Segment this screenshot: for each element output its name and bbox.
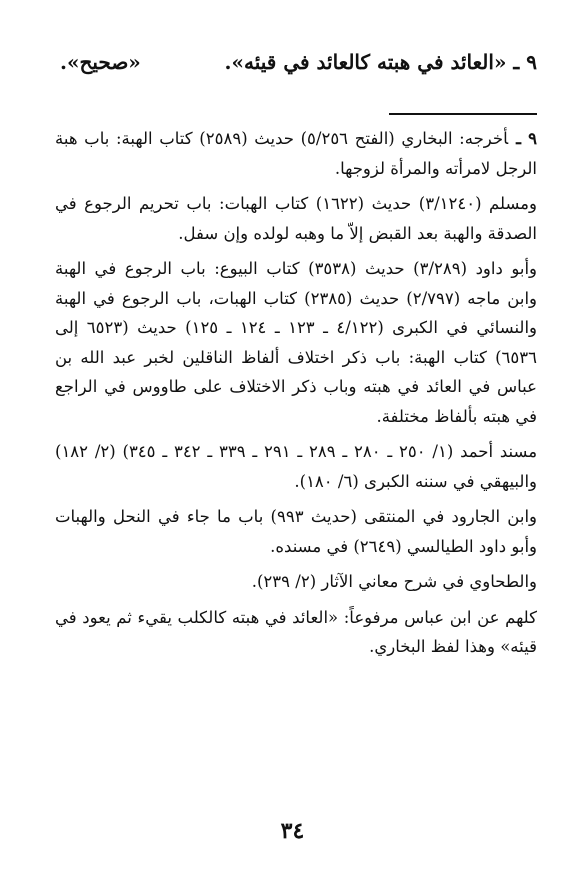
footnote-paragraph: مسند أحمد (١/ ٢٥٠ ـ ٢٨٠ ـ ٢٨٩ ـ ٢٩١ ـ ٣٣٩ ـ ٣٤٢ ـ ٣٤٥) (٢/ ١٨٢) والبيهقي في سننه الكبرى (٦/ ١٨٠). — [55, 442, 538, 491]
footnote-paragraph — [55, 124, 537, 183]
footnote-paragraph: وأبو داود (٣/٢٨٩) حديث (٣٥٣٨) كتاب البيوع: باب الرجوع في الهبة وابن ماجه (٢/٧٩٧) حديث (٢٣٨٥) كتاب الهبات، باب الرجوع في الهبة والنسائي في الكبرى (٤/١٢٢ ـ ١٢٣ ـ ١٢٤ ـ ١٢٥) حديث (٦٥٢٣ إلى ٦٥٣٦) كتاب الهبة: باب ذكر اختلاف ألفاظ الناقلين لخبر عبد الله بن عباس في العائد في هبته وباب ذكر الاختلاف على طاووس في الراجع في هبته بألفاظ مختلفة. — [55, 259, 538, 426]
footnote-paragraph: والطحاوي في شرح معاني الآثار (٢/ ٢٣٩). — [251, 572, 537, 591]
footnote-text: أخرجه: البخاري (الفتح ٥/٢٥٦) حديث (٢٥٨٩) كتاب الهبة: باب هبة الرجل لامرأته والمرأة لزوجها. — [55, 129, 537, 178]
hadith-header — [60, 50, 537, 74]
page-number: ٣٤ — [280, 818, 305, 844]
footnote-divider — [389, 113, 537, 115]
hadith-title: ٩ ـ «العائد في هبته كالعائد في قيئه». — [224, 50, 537, 74]
footnote-paragraph: كلهم عن ابن عباس مرفوعاً: «العائد في هبته كالكلب يقيء ثم يعود في قيئه» وهذا لفظ البخاري. — [55, 607, 537, 656]
footnote-body — [55, 124, 537, 668]
footnote-paragraph: وابن الجارود في المنتقى (حديث ٩٩٣) باب ما جاء في النحل والهبات وأبو داود الطيالسي (٢٦٤٩) في مسنده. — [55, 507, 537, 556]
hadith-grade: «صحيح». — [60, 50, 141, 74]
footnote-number: ٩ ـ — [516, 129, 537, 148]
footnote-paragraph: ومسلم (٣/١٢٤٠) حديث (١٦٢٢) كتاب الهبات: باب تحريم الرجوع في الصدقة والهبة بعد القبض إلاّ ما وهبه لولده وإن سفل. — [55, 194, 537, 243]
